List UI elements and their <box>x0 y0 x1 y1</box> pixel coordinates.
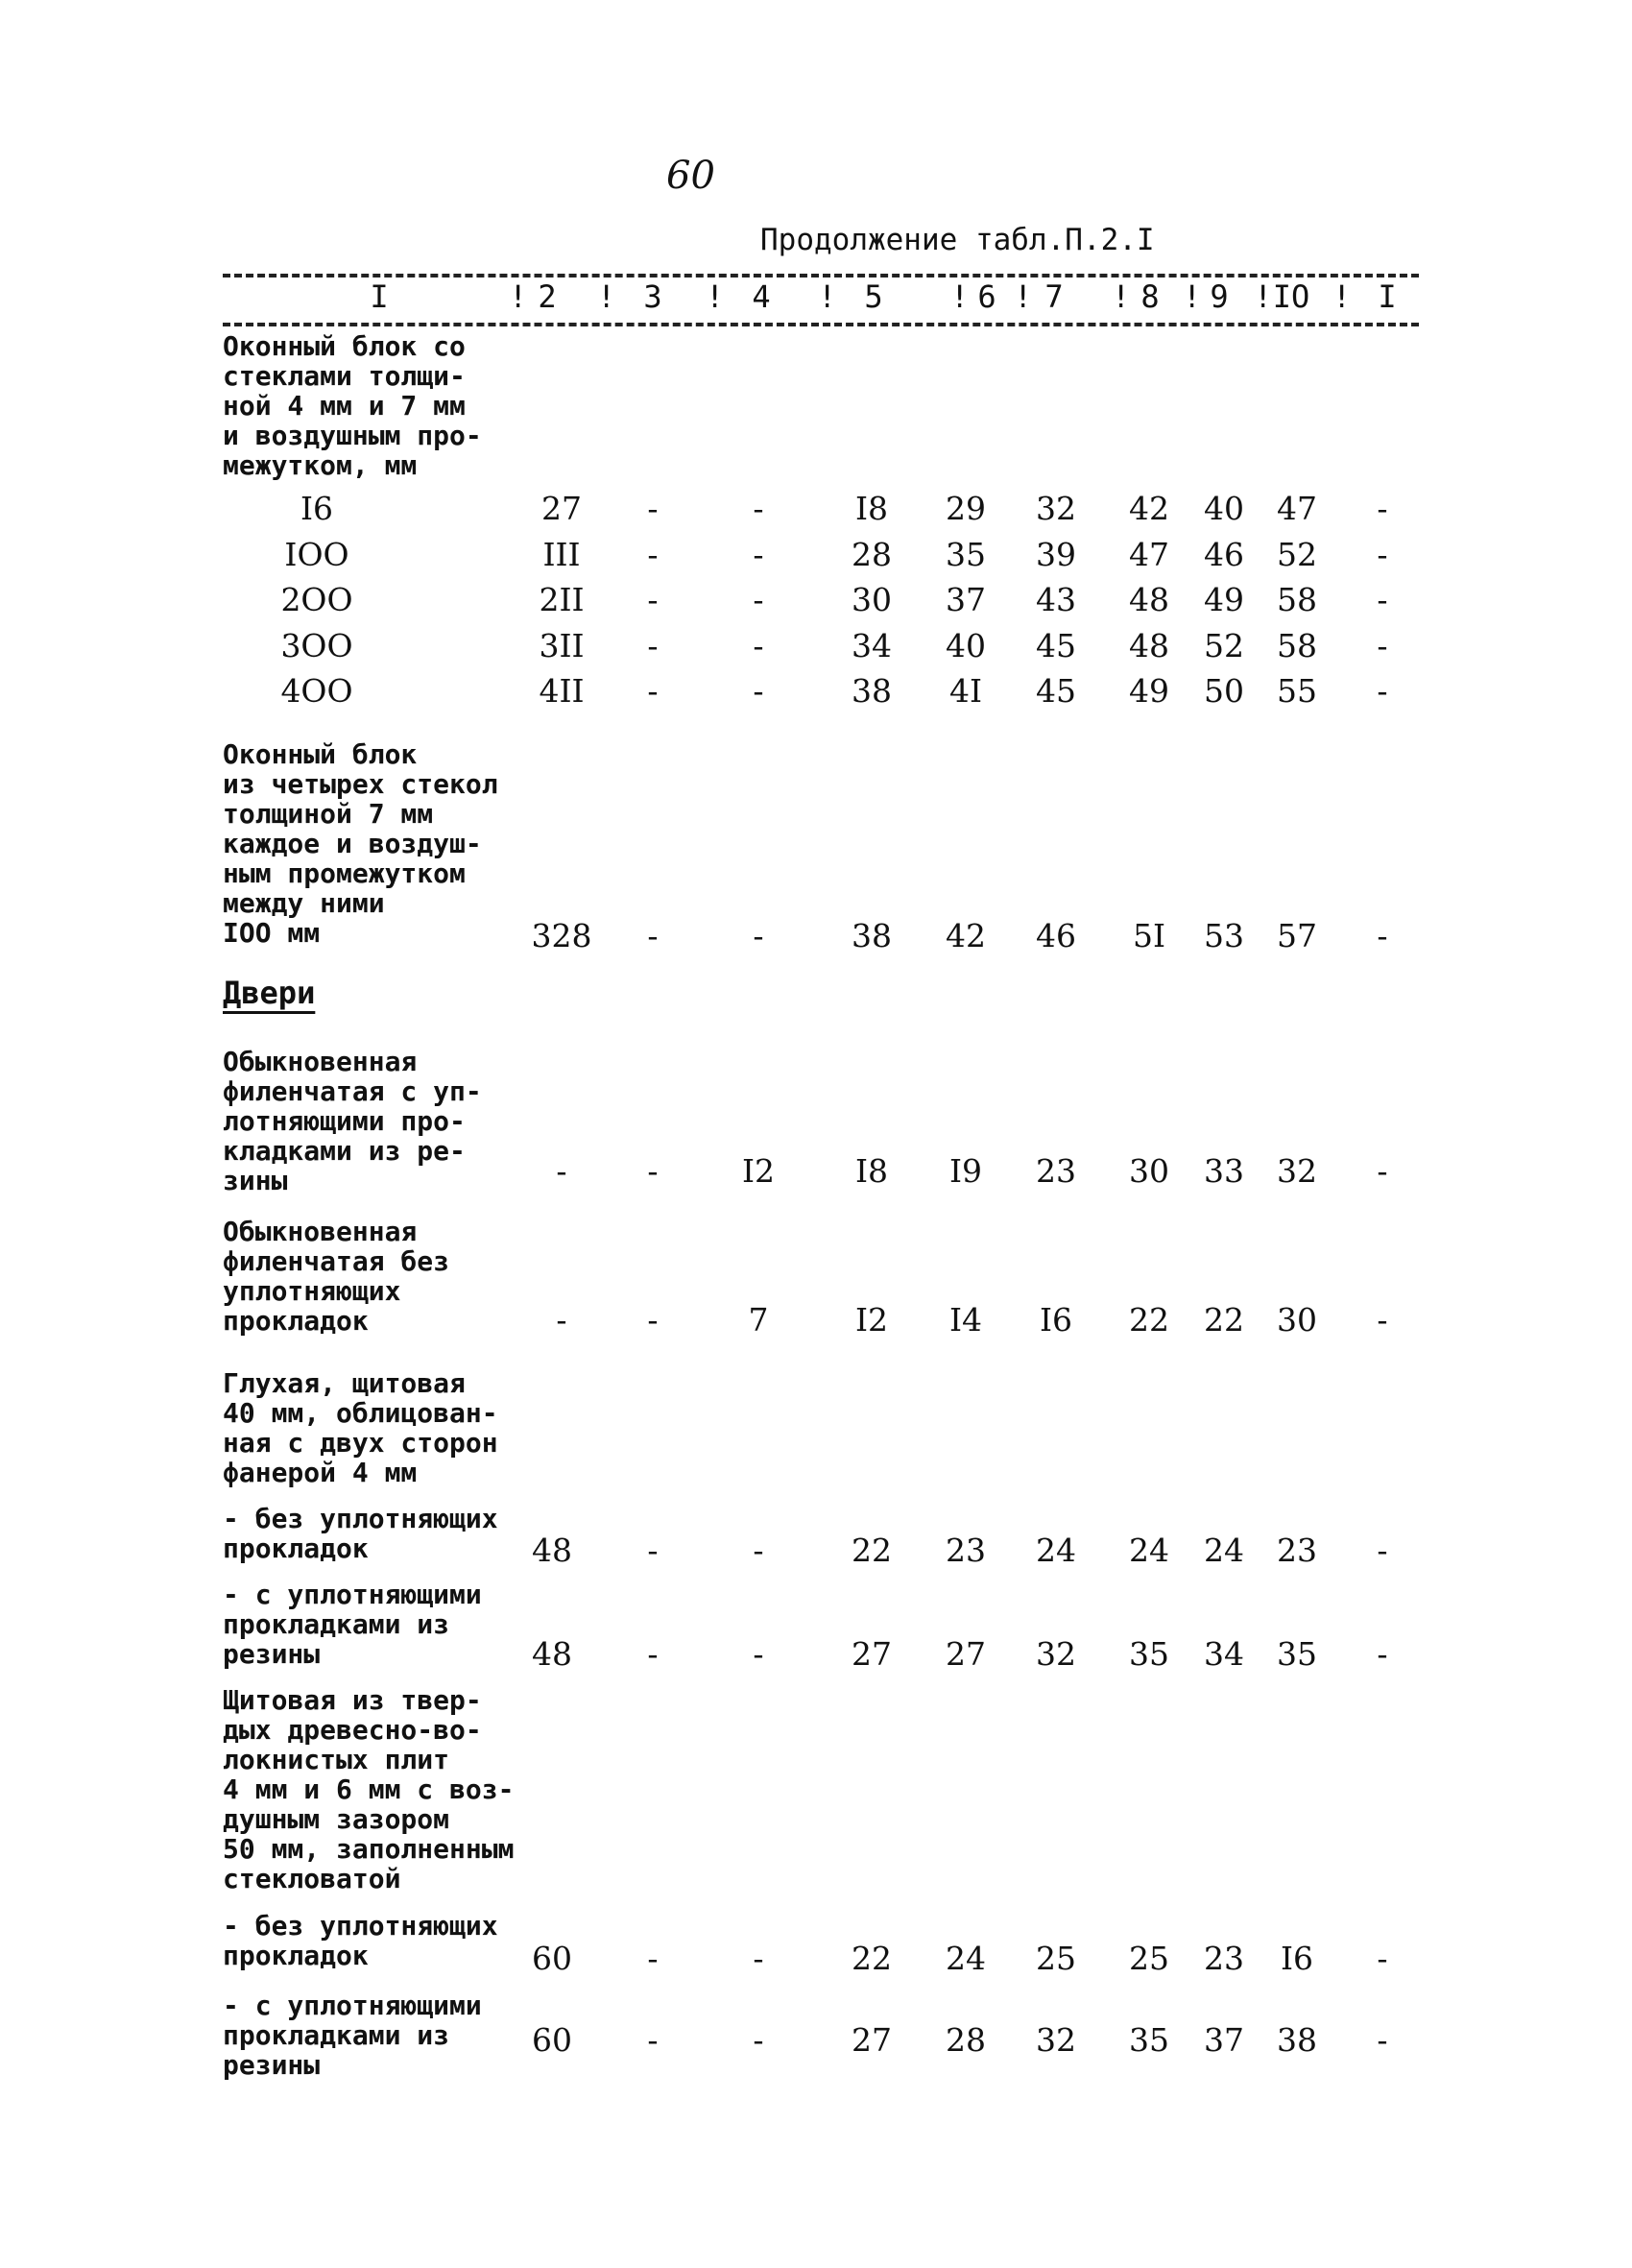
page-number: 60 <box>666 154 715 198</box>
table-cell: 24 <box>1129 1532 1169 1569</box>
table-cell: 49 <box>1129 672 1169 710</box>
table-row <box>0 1635 1632 1677</box>
table-cell: 46 <box>1036 917 1076 954</box>
table-cell: - <box>753 917 764 954</box>
table-cell: - <box>647 1301 659 1339</box>
table-cell: 40 <box>946 627 986 664</box>
table-cell: 48 <box>532 1635 572 1673</box>
column-header: 7 <box>1044 278 1064 315</box>
table-cell: - <box>753 581 764 618</box>
table-cell: 40 <box>1204 490 1244 527</box>
table-cell: 43 <box>1036 581 1076 618</box>
table-cell: 2II <box>539 581 585 618</box>
table-cell: 5I <box>1132 917 1166 954</box>
table-cell: 34 <box>852 627 892 664</box>
table-cell: 328 <box>531 917 592 954</box>
table-cell: - <box>1377 1301 1388 1339</box>
table-cell: 23 <box>1036 1152 1076 1190</box>
table-cell: 35 <box>1277 1635 1317 1673</box>
table-cell: - <box>753 627 764 664</box>
column-separator: ! <box>1332 278 1352 315</box>
table-row <box>0 1532 1632 1574</box>
table-cell: 46 <box>1204 536 1244 573</box>
table-cell: 23 <box>946 1532 986 1569</box>
table-cell: - <box>647 536 659 573</box>
table-cell: 35 <box>1129 1635 1169 1673</box>
table-row <box>0 917 1632 959</box>
column-header: 4 <box>752 278 771 315</box>
table-cell: - <box>1377 536 1388 573</box>
table-row <box>0 490 1632 532</box>
table-cell: - <box>647 1532 659 1569</box>
table-cell: 34 <box>1204 1635 1244 1673</box>
column-header: 5 <box>864 278 883 315</box>
table-cell: 22 <box>852 1940 892 1977</box>
table-cell: - <box>1377 627 1388 664</box>
table-cell: - <box>647 490 659 527</box>
table-cell: 29 <box>946 490 986 527</box>
table-row <box>0 536 1632 578</box>
table-cell: - <box>647 581 659 618</box>
table-cell: I2 <box>854 1301 889 1339</box>
table-row <box>0 1152 1632 1194</box>
table-cell: 24 <box>1204 1532 1244 1569</box>
table-cell: I8 <box>854 490 889 527</box>
table-cell: - <box>753 1940 764 1977</box>
table-top-rule <box>223 274 1419 277</box>
table-cell: 52 <box>1204 627 1244 664</box>
table-cell: 47 <box>1277 490 1317 527</box>
table-cell: 33 <box>1204 1152 1244 1190</box>
table-cell: - <box>753 672 764 710</box>
table-cell: 49 <box>1204 581 1244 618</box>
table-cell: - <box>647 1635 659 1673</box>
table-cell: 4II <box>539 672 585 710</box>
row-description: Оконный блок со стеклами толщи- ной 4 мм и 7 мм и воздушным про- межутком, мм <box>223 330 482 481</box>
table-cell: - <box>647 672 659 710</box>
row-description: - без уплотняющих прокладок <box>223 1910 498 1971</box>
table-cell: 4OO <box>280 672 353 710</box>
table-cell: - <box>1377 581 1388 618</box>
table-cell: 39 <box>1036 536 1076 573</box>
column-separator: ! <box>950 278 970 315</box>
column-header: IO <box>1272 278 1310 315</box>
table-cell: 30 <box>852 581 892 618</box>
row-description: Оконный блок из четырех стекол толщиной 7 мм каждое и воздуш- ным промежутком между ними IOO мм <box>223 738 498 949</box>
column-header: 9 <box>1210 278 1229 315</box>
table-cell: 25 <box>1036 1940 1076 1977</box>
table-cell: - <box>647 1940 659 1977</box>
table-cell: 30 <box>1129 1152 1169 1190</box>
table-cell: 38 <box>1277 2021 1317 2059</box>
column-separator: ! <box>1254 278 1273 315</box>
row-description: - без уплотняющих прокладок <box>223 1503 498 1564</box>
table-cell: - <box>647 1152 659 1190</box>
table-cell: 38 <box>852 917 892 954</box>
row-description: - с уплотняющими прокладками из резины <box>223 1579 482 1670</box>
section-title-doors: Двери <box>223 975 316 1011</box>
table-cell: 23 <box>1277 1532 1317 1569</box>
table-cell: - <box>647 2021 659 2059</box>
table-cell: 24 <box>1036 1532 1076 1569</box>
table-cell: - <box>647 627 659 664</box>
table-cell: - <box>1377 917 1388 954</box>
table-header-rule <box>223 323 1419 326</box>
table-cell: I2 <box>741 1152 776 1190</box>
table-cell: 35 <box>1129 2021 1169 2059</box>
table-cell: 57 <box>1277 917 1317 954</box>
table-row <box>0 672 1632 714</box>
table-cell: III <box>542 536 581 573</box>
table-cell: 45 <box>1036 627 1076 664</box>
table-cell: 22 <box>1204 1301 1244 1339</box>
column-separator: ! <box>706 278 725 315</box>
table-cell: - <box>753 1635 764 1673</box>
table-cell: 52 <box>1277 536 1317 573</box>
table-cell: 58 <box>1277 581 1317 618</box>
table-cell: 25 <box>1129 1940 1169 1977</box>
table-cell: 32 <box>1036 490 1076 527</box>
row-description: Обыкновенная филенчатая без уплотняющих прокладок <box>223 1216 450 1337</box>
table-cell: - <box>753 490 764 527</box>
table-cell: - <box>753 2021 764 2059</box>
table-cell: 58 <box>1277 627 1317 664</box>
column-header: 6 <box>977 278 996 315</box>
table-cell: I4 <box>948 1301 983 1339</box>
table-cell: 4I <box>948 672 983 710</box>
table-cell: IOO <box>284 536 349 573</box>
table-cell: 28 <box>852 536 892 573</box>
table-cell: 47 <box>1129 536 1169 573</box>
table-row <box>0 627 1632 669</box>
table-cell: - <box>556 1152 567 1190</box>
table-cell: - <box>753 1532 764 1569</box>
table-cell: 37 <box>946 581 986 618</box>
row-description: Обыкновенная филенчатая с уп- лотняющими про- кладками из ре- зины <box>223 1046 482 1196</box>
table-cell: - <box>647 917 659 954</box>
table-cell: 48 <box>1129 581 1169 618</box>
table-cell: 22 <box>852 1532 892 1569</box>
table-row <box>0 1301 1632 1343</box>
table-cell: - <box>1377 2021 1388 2059</box>
table-row <box>0 581 1632 623</box>
table-row <box>0 1940 1632 1982</box>
table-cell: 27 <box>541 490 582 527</box>
column-separator: ! <box>597 278 616 315</box>
table-cell: 23 <box>1204 1940 1244 1977</box>
table-cell: 60 <box>532 1940 572 1977</box>
table-cell: 35 <box>946 536 986 573</box>
row-description: Щитовая из твер- дых древесно-во- локнистых плит 4 мм и 6 мм с воз- душным зазором 50 мм, заполненным стекловатой <box>223 1684 515 1894</box>
table-cell: 3OO <box>280 627 353 664</box>
table-cell: 38 <box>852 672 892 710</box>
table-cell: 42 <box>946 917 986 954</box>
table-cell: 32 <box>1036 1635 1076 1673</box>
table-cell: 2OO <box>280 581 353 618</box>
column-header: 2 <box>538 278 557 315</box>
table-row <box>0 2021 1632 2063</box>
table-cell: 48 <box>1129 627 1169 664</box>
table-cell: 24 <box>946 1940 986 1977</box>
table-cell: I8 <box>854 1152 889 1190</box>
table-cell: 30 <box>1277 1301 1317 1339</box>
row-description: - с уплотняющими прокладками из резины <box>223 1990 482 2081</box>
table-cell: 27 <box>852 1635 892 1673</box>
column-separator: ! <box>509 278 528 315</box>
table-cell: - <box>1377 1532 1388 1569</box>
column-separator: ! <box>818 278 837 315</box>
table-cell: 42 <box>1129 490 1169 527</box>
column-separator: ! <box>1014 278 1033 315</box>
column-header: 8 <box>1140 278 1160 315</box>
table-cell: - <box>1377 1635 1388 1673</box>
table-cell: 37 <box>1204 2021 1244 2059</box>
table-cell: - <box>556 1301 567 1339</box>
table-cell: - <box>753 536 764 573</box>
table-cell: 53 <box>1204 917 1244 954</box>
table-cell: I6 <box>1039 1301 1073 1339</box>
table-cell: 28 <box>946 2021 986 2059</box>
column-header: I <box>370 278 389 315</box>
table-cell: 3II <box>539 627 585 664</box>
column-separator: ! <box>1183 278 1202 315</box>
column-header: I <box>1378 278 1397 315</box>
table-cell: 48 <box>532 1532 572 1569</box>
table-cell: 27 <box>852 2021 892 2059</box>
table-cell: 22 <box>1129 1301 1169 1339</box>
table-cell: I9 <box>948 1152 983 1190</box>
table-cell: 55 <box>1277 672 1317 710</box>
table-cell: - <box>1377 490 1388 527</box>
table-caption: Продолжение табл.П.2.I <box>760 223 1155 257</box>
column-header: 3 <box>643 278 662 315</box>
table-cell: - <box>1377 1152 1388 1190</box>
table-cell: I6 <box>1280 1940 1314 1977</box>
table-cell: 32 <box>1036 2021 1076 2059</box>
table-cell: 27 <box>946 1635 986 1673</box>
table-cell: 60 <box>532 2021 572 2059</box>
table-cell: - <box>1377 672 1388 710</box>
table-cell: I6 <box>300 490 334 527</box>
table-cell: 32 <box>1277 1152 1317 1190</box>
table-header <box>0 278 1632 326</box>
row-description: Глухая, щитовая 40 мм, облицован- ная с двух сторон фанерой 4 мм <box>223 1367 498 1488</box>
table-cell: 7 <box>748 1301 769 1339</box>
table-cell: 45 <box>1036 672 1076 710</box>
column-separator: ! <box>1112 278 1131 315</box>
table-cell: - <box>1377 1940 1388 1977</box>
table-cell: 50 <box>1204 672 1244 710</box>
